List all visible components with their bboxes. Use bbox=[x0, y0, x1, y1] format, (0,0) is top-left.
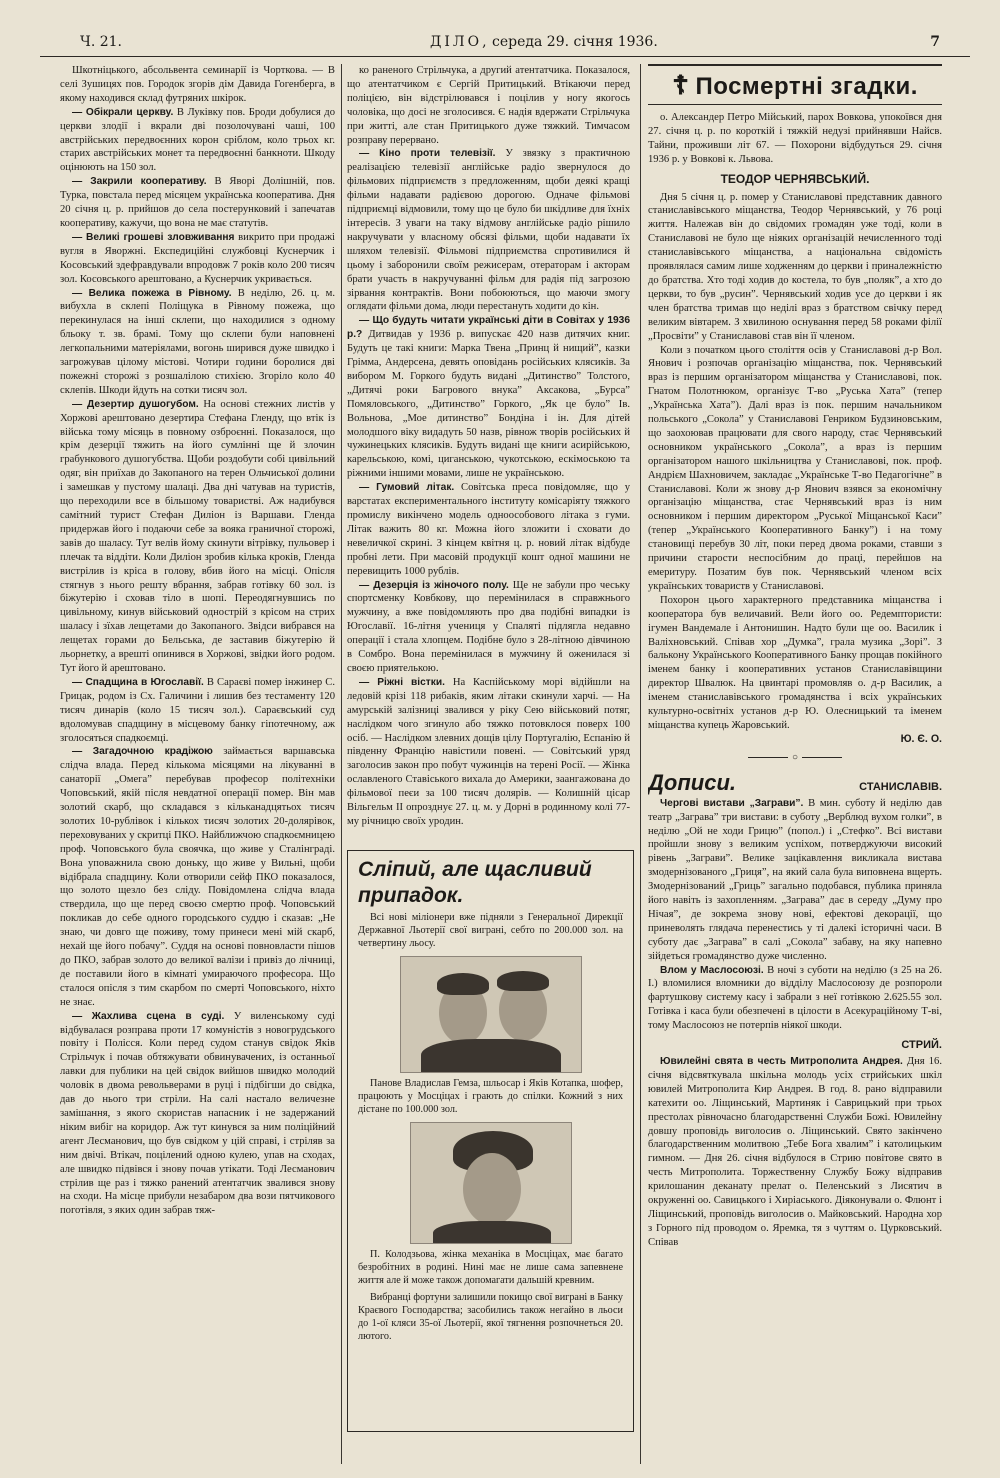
article-headline: Влом у Маслосоюзі. bbox=[660, 964, 764, 976]
column-rule-left bbox=[341, 64, 342, 1464]
obituary-paragraph: Похорон цього характерного представника міщанства і кооператора був величавий. Вели його оо. Редемптористи: ігумен Вандемале і Антонишин. Надто були ще оо. Василик і Валіхновський. Співав хор „Думка”, грала музика „Зорі”. З бальконy Українського Кооперативного Банку прощав покійного іменем банку і кооперативних установ Станиславівщини директор Швалюк. На цвинтарі промовляв о. д-р Василик, а іменем станиславівського громадянства і всіх українських культурно-освітніх установ д-р Ю. Олесницький та іменем міщанства купець Жаровський. bbox=[648, 594, 942, 731]
article-text: Шкотніцького, абсольвента семинарії із Чорткова. — В селі Зушицях пов. Городок згорів дім Давида Гогенберга, в якому находився склад футряних шкірок. bbox=[60, 65, 335, 104]
news-item bbox=[347, 676, 630, 829]
article-headline: Чергові вистави „Заграви”. bbox=[660, 797, 804, 809]
obituary-miyskyi: о. Александер Петро Мійський, парох Вовкова, упокоївся дня 27. січня ц. р. по короткій і тяжкій недузі прийнявши Найсв. Тайни, проживши літ 67. — Похорони відбудуться 29. січня 1936 р. у Вовкові к. Львова. bbox=[648, 112, 942, 165]
column-2 bbox=[347, 64, 630, 894]
news-item bbox=[60, 398, 335, 676]
article-headline: — Що будуть читати українські діти в Совітах у 1936 р.? bbox=[347, 315, 630, 341]
news-item bbox=[60, 745, 335, 1009]
article-headline: — Велика пожежа в Рівному. bbox=[72, 287, 232, 299]
news-item bbox=[347, 579, 630, 676]
obituary-signature: Ю. Є. О. bbox=[900, 732, 942, 745]
caption-bank: Вибранці фортуни залишили покищо свої виграні в Банку Краєвого Господарства; засобились також негайно в льоси до 1-ої кляси 35-ої Льотерії, якої тягнення розпочнеться 20. лютого. bbox=[358, 1292, 623, 1342]
article-text: В Сараєві помер інжинер С. Грицак, родом із Сх. Галичини і лишив без тестаменту 120 тисяч динарів (коло 15 тисяч зол.). Сараєвський суд вдоломував спадщину в місцевому банку гіпотечному, аж зголосяться спадкоємці. bbox=[60, 676, 335, 744]
article-headline: Ювилейні свята в честь Митрополита Андрея. bbox=[660, 1056, 903, 1067]
column-1-articles bbox=[60, 64, 335, 1218]
face-woman bbox=[463, 1153, 521, 1225]
obituary-chernyavskyi-text bbox=[648, 191, 942, 733]
dopysy-title: Дописи. bbox=[648, 769, 736, 795]
article-text: Ще не забули про чеську спортсменку Ковбкову, що перемінилася в справжнього мужчину, а вже повідомляють про два подібні випадки із Югославії. 16-літня учениця у Спаляті підлягла недавно операції і стала хлопцем. Подібне було з 28-літною дівчиною в Сомбро. Вона перемінилася в мужчину й оженилася зі своєю приятелькою. bbox=[347, 579, 630, 674]
stanyslaviv-reports bbox=[648, 797, 942, 1033]
news-item bbox=[60, 676, 335, 746]
article-text: Дня 16. січня відсвяткувала шкільна молодь усіх стрийських шкіл ювилей Митрополита Кир Андрея. В год. 8. рано відправили катехити оо. Ліщинський, Мартиняк і Саврицький при трьох престолах рівночасно благодарственні Служби Божі. Ювилейну довшу проповідь виголосив о. Ліщинський. Свято закінчено благодарственним молитвою „Тебе Бога хвалим” і католицьким гимном. — Дня 26. січня відбулося в Стрию повітове свято в честь Митрополита. Торжественну Службу Божу відправив крилошанин деканату прелат о. Пеленський з Лисятич в окруженні оо. Савицького і Хиріаського. Діяконували о. Флюнт і Ліщинський, проповідь виголосив о. Майковський. Народна хор з Горного під проводом о. Яремка, тя з чуттям о. Цурковський. Співав bbox=[648, 1056, 942, 1248]
column-2-articles bbox=[347, 64, 630, 829]
jackets bbox=[421, 1039, 561, 1073]
news-item bbox=[60, 1010, 335, 1219]
news-item bbox=[347, 147, 630, 314]
column-1 bbox=[60, 64, 335, 1464]
coat bbox=[433, 1221, 551, 1244]
column-rule-right bbox=[640, 64, 641, 1464]
city-stryi: СТРИЙ. bbox=[901, 1039, 942, 1052]
feature-title: Сліпий, але щасливий припадок. bbox=[358, 858, 592, 907]
column-3 bbox=[648, 64, 942, 1464]
article-headline: — Гумовий літак. bbox=[359, 482, 455, 494]
article-headline: — Жахлива сцена в суді. bbox=[72, 1010, 225, 1022]
woman-photo bbox=[410, 1122, 572, 1244]
article-text: У виленському суді відбувалася розправа проти 17 комуністів з новогрудського повіту і Полісся. Коли перед судом станув свідок Яків Стрільчук і почав обтяжувати обвинувачених, із останньої лавки для публики на цей свідок вийшов швидко молодий чоловік в двома револьверами в руці і підбігши до свідка, дав до нього три стріли. На салі настало величезне замішання, з якого скористав напасник і не задержаний ніким вибіг на коридор. Аж тут кинувся за ним поліційний агент Лесманович, що був свідком у цій справі, і стріляв за ним двічі. Втікач, поцілений одною кулею, упав на сходах, але швидко підвівся і знову почав утікати. Тоді Лесманович стрілив ще раз і тяжко ранений атентатчик звалився знову на сходи. На місце прибули незабаром два вози пятчикового поготівля, з яких один забрав тяж- bbox=[60, 1010, 335, 1217]
hair-right bbox=[497, 971, 549, 991]
article-text: ко раненого Стрільчука, а другий атентатчика. Показалося, що атентатчиком є Сергій Притицький. Втікаючи перед поліцією, він відстрілювався і поцілив у ногу якогось чоловіка, що досі не зголосився. Є надія вдержати Стрільчука при житті, але стан Притицького дуже тяжкий. Тимчасом розправу перервано. bbox=[347, 65, 630, 146]
obituary-chernyavskyi-title: ТЕОДОР ЧЕРНЯВСЬКИЙ. bbox=[720, 171, 870, 186]
article-headline: — Спадщина в Югославії. bbox=[72, 676, 204, 688]
report-item bbox=[648, 1055, 942, 1250]
lottery-feature bbox=[347, 850, 634, 1432]
article-headline: — Великі грошеві зловживання bbox=[72, 231, 235, 243]
feature-lead: Всі нові міліонери вже підняли з Генеральної Дирекції Державної Льотерії свої виграні, себто по 200.000 зол. на четвертину льосу. bbox=[358, 912, 623, 949]
hair-left bbox=[437, 973, 489, 995]
news-item bbox=[60, 106, 335, 176]
news-item bbox=[347, 481, 630, 578]
article-text: В ночі з суботи на неділю (з 25 на 26. І.) вломилися вломники до відділу Маслосоюзу де розпороли фартушкову систему касу і забрали з неї готівкою 2.625.55 зол. Готівка і каса були обезпечені в цілости в Асекураційному Т-ві, тому Маслосоюз не потерпів ніякої шкоди. bbox=[648, 964, 942, 1032]
article-text: На Каспійському морі відійшли на ледовій крізі 118 рибаків, яким літаки скинули харчі. — На амурській залізниці звалився у ріку Сею військовий потяг, наслідком чого згинуло або тяжко потовклося поверх 100 осіб. — Наслідком злевних дощів цілу Португалію, Еспанію й південну Францію навістили повені. — Совітський уряд заголосив закон про побут чужинців на терені Росії. — Жінка ославленого Ставіського вихала до Америки, заангажована до фільмової пеєи за 100 тисяч долярів. — Колишній цісар Вільгельм II опрозднує 27. ц. м. у Дорні в родинному колі 77-му річницю своїх уродин. bbox=[347, 676, 630, 827]
news-item bbox=[60, 287, 335, 398]
news-item bbox=[60, 64, 335, 106]
article-headline: — Ріжні вістки. bbox=[359, 676, 445, 688]
caption-winners: Панове Владислав Гемза, шльосар і Яків Котапка, шофер, працюють у Мосціцах і грають до спілки. Кожний з них дістане по 100.000 зол. bbox=[358, 1078, 623, 1115]
section-divider: ○ bbox=[648, 751, 942, 765]
report-item bbox=[648, 964, 942, 1034]
article-text: В мин. суботу й неділю дав театр „Заграва” три вистави: в суботу „Верблюд вухом голки”, в неділю „Ой не ходи Грицю” (попол.) і „Стефко”. Всі вистави пройшли знову з великим успіхом, потверджуючи високий рівень „Заграви”. Велике зацікавлення викликала вистава змодернізованого „Гриця”, на який сала була виповнена вщерть. Змодернізований „Гриць” загально подобався, публика приняла його навіть із захопленням. „Заграва” дає в середу „Думу про Нічая”, де зокрема знову нові, ефектові декорації, що приневолять глядача перенестись у ті далекі історичні часи. В суботу дає „Заграва” в салі „Сокола” забаву, на яку напевно зійдеться громадянство дуже численно. bbox=[648, 797, 942, 962]
article-text: В Луківку пов. Броди добулися до церкви злодії і вкрали дві позолочувані чаші, 100 австрійських передвоєнних корон сріблом, коло трьох кг. старих австрійських монет та передвоєнні банкноти. Шкоду оцінюють на 150 зол. bbox=[60, 106, 335, 174]
article-text: В неділю, 26. ц. м. вибухла в склепі Поліщука в Рівному пожежа, що перекинулася на інші склепи, що находилися з одному бльоку т. зв. брамі. Тому що склепи були наповнені легкопальними матеріялами, вогонь ширився дуже швидко і загрожував цілому містові. Чотири години боролися дві пожежні сторожі з розшалілою стихією. Згоріло коло 40 склепів. Шкоди йдуть на сотки тисяч зол. bbox=[60, 287, 335, 396]
page-number: 7 bbox=[930, 34, 940, 50]
cross-icon: ☦ bbox=[672, 70, 690, 100]
news-item bbox=[347, 314, 630, 481]
obituaries-title: Посмертні згадки. bbox=[695, 73, 918, 100]
obituary-paragraph: Коли з початком цього століття осів у Станиславові д-р Вол. Янович і розпочав організацію міщанства, пок. Чернявський враз із першим організатором міщанства у Станиславові, пок. Гнатом Полотнюком, організує Т-во „Руська Хата” (тепер „Українська Хата”). Далі враз із пок. першим начальником польського „Сокола” у Станиславові Генриком Будзиновським, що заохоював працювати для свого народу, стає Чернявський основником українського „Сокола”, а враз із першим організатором нашого шкільництва у Станиславові, пок. проф. Андрієм Шахновичем, закладає „Українське Т-во Педагогічне” в Станиславові. Коли ж знову д-р Янович взявся за економічну організацію міщанства, стає Чернявський враз із ним основником і першим директором „Руської Міщанської Каси” (тепер „Українського Кооперативного Банку”) і на тому становищі перебув 30 літ, поки перед двома роками, ставши з причини старости неспосібним до праці, перейшов на емеритуру. Позатим був пок. Чернявський членом всіх українських товариств у Станиславові. bbox=[648, 344, 942, 592]
stryi-reports bbox=[648, 1055, 942, 1250]
article-text: В Яворі Долішній, пов. Турка, повстала перед місяцем українська кооператива. Дня 20 січня ц. р. прийшов до села постерунковий і запечатав кооперативу, кажучи, що вона не має статутів. bbox=[60, 176, 335, 229]
article-text: Совітська преса повідомляє, що у варстатах експериментального інституту комісаріяту тяжкого промислу викінчено модель одноособового літака з гуми. Літак важить 80 кг. Можна його зложити і сховати до невеличкої скрині. З кінцем квітня ц. р. новий літак відбуде пробні лети. При масовій продукції кошт одної машини не перевищить 1000 рублів. bbox=[347, 482, 630, 577]
article-headline: — Обікрали церкву. bbox=[72, 106, 174, 118]
dopysy-header bbox=[648, 769, 942, 797]
news-item bbox=[347, 64, 630, 147]
report-item bbox=[648, 797, 942, 964]
article-text: викрито при продажі вугля в Яворжні. Експедиційні службовці Куснерчик і Косовський здефравдували впродовж 7 років коло 200 тисяч зол. Косовського арештовано, а Куснерчик укривається. bbox=[60, 231, 335, 285]
article-headline: — Кіно проти телевізії. bbox=[359, 148, 496, 160]
article-text: займається варшавська слідча влада. Перед кількома місяцями на лікуванні в санаторії „Омега” перебував професор політехніки Чоповський, якій після невдатної операції помер. Він мав золотий скарб, що складався з кільканадцятьох тисяч золотих 10-рублівок і кількох тисяч золотих 20-долярівок, переховуваних у скритці ПКО. Найближчою спадкоємницею проф. Чоповського була своячка, що живе у Сталінграді. Вона уповажнила свою доньку, що живе у Вильні, щоби відібрала спадщину. Коли отворили сейф ПКО показалося, що золото щезло без сліду. Повідомлена слідча влада ствердила, що ще перед своєю смертю проф. Чоповський покликав до себе одного городського суддю і сказав: „Не знаю, чи довго ще поживу, тому принеси мені мій скарб, нехай ще його побачу”. Суддя на основі повновласти пішов до ПКО, забрав золото до великої валізи і привіз до лічниці, де поставили його в кімнаті умираючого професора. Що сталося опісля з тим скарбом по смерті Чоповського, ніхто не знає. bbox=[60, 746, 335, 1008]
winners-photo bbox=[400, 956, 582, 1073]
issue-number: Ч. 21. bbox=[80, 34, 122, 50]
news-item bbox=[60, 231, 335, 287]
article-headline: — Загадочною крадіжою bbox=[72, 746, 213, 758]
article-text: На основі стежних листів у Хоржові арештовано дезертира Стефана Гленду, що втік із війська тому місяць в повному озброєнні. Показалося, що крім дезерції тяжить на його сумлінні ще й злочин грабункового душогубства. Щоби роздобути собі цивільний одяг, він приїхав до Закопаного на терен Ольчиської долини і замешкав у пустому шалаці. Два дні чатував на туристів, що переходили все в більшому товаристві. Аж надибувся самітний турист Стефан Диліон із Варшави. Гленда придержав його і подаючи себе за вояка граничної сторожі, завів до шаласу. Тут велів йому скинути вітрівку, пульовер і плечак та віддіти. Коли Диліон зробив кілька кроків, Гленда вистрілив із кріса в голову, вбив його на місці. Опісля стягнув з нього решту вбрання, забрав готівку 60 зол. із біжутерію і сховав тіло в шопі. Переодягнувшись по цивільному, кинув військовий однострій з крісом на стрих шаласу і зїхав лещетами до Закопаного. Звідси вибрався на лещетах горами до Бельська, де заставив біжутерію й льорнетку, а врешті опинився в Хоржові, звідки його родом. Тут його й арештовано. bbox=[60, 398, 335, 674]
obituary-paragraph: Дня 5 січня ц. р. помер у Станиславові представник давного станиславівського міщанства, Теодор Чернявський, у 76 році життя. Належав він до свідомих громадян уже тоді, коли в Станиславові не було ще ніяких організацій нечисленного тоді станиславівського міщанства, а національна свідомість проявлялася самим лише ходженням до церкви і приналежністю до братства. Хто тоді ходив до костела, то був „поляк”, а хто до церкви, то був „русин”. Чернявський ходив усе до церкви і як член братства тримав що неділі враз з братством свічку перед великим вівтарем. З хвилиною оснування перед 58 роками філії „Просвіти” у Станиславові став він її членом. bbox=[648, 191, 942, 342]
article-text: У звязку з практичною реалізацією телевізії англійське радіо звернулося до фільмових підприємств з предложенням, щоби деякі кращі фільми надавати радієвою дорогою. Одначе фільмові підприємці відмовили, тому що це було би шкідливе для їхніх інтересів. З уваги на таку відмову англійське радіо рішило накручувати у власному обсязі фільми, щоби надавати їх шляхом телевізії. Фільмові підприємства спротивилися й цьому і заборонили своїм режисерам, отератoрам і акторам брати участь в накручуванні фільм для радія під загрозою зірвання контрактів. Вони побоюються, що маючи змогу оглядати фільми дома, люди перестануть ходити до кін. bbox=[347, 148, 630, 313]
caption-woman: П. Колодзьова, жінка механіка в Мосціцах, має багато безробітних в родині. Нині має не лише сама запевнене життя але й може також допомагати дальшій кревним. bbox=[358, 1249, 623, 1286]
article-headline: — Дезерція із жіночого полу. bbox=[359, 579, 509, 591]
issue-date: середа 29. січня 1936. bbox=[492, 34, 658, 50]
article-text: Дитвидав у 1936 р. випускає 420 назв дитячих книг. Будуть це такі книги: Марка Твена „Принц й нищий”, казки Грімма, Андерсена, девять оповідань російських клясиків. За вибором М. Горкого будуть видані „Дитинство” Толстого, „Дитячі роки Багрового внука” Аксакова, „Бурса” Помяловського, „Дитинство” Горкого, „Як це було” Ів. Вольнова, „Мое дитинство” Бондіна і ін. Для дітей молодшого віку видадуть 50 назв, рівнож творів російських й чужинецьких клясиків. Будуть видані ще книги асирійською, карельською, комі, циганською, чукотською, ескімоською та ріжними іншими мовами, лише не українською. bbox=[347, 329, 630, 480]
article-headline: — Дезертир душогубом. bbox=[72, 398, 199, 410]
news-item bbox=[60, 175, 335, 231]
city-stanyslaviv: СТАНИСЛАВІВ. bbox=[859, 780, 942, 793]
page-header bbox=[40, 28, 970, 57]
newspaper-title: ДІЛО, bbox=[430, 34, 490, 50]
obituaries-header bbox=[648, 64, 942, 105]
article-headline: — Закрили кооперативу. bbox=[72, 176, 207, 188]
